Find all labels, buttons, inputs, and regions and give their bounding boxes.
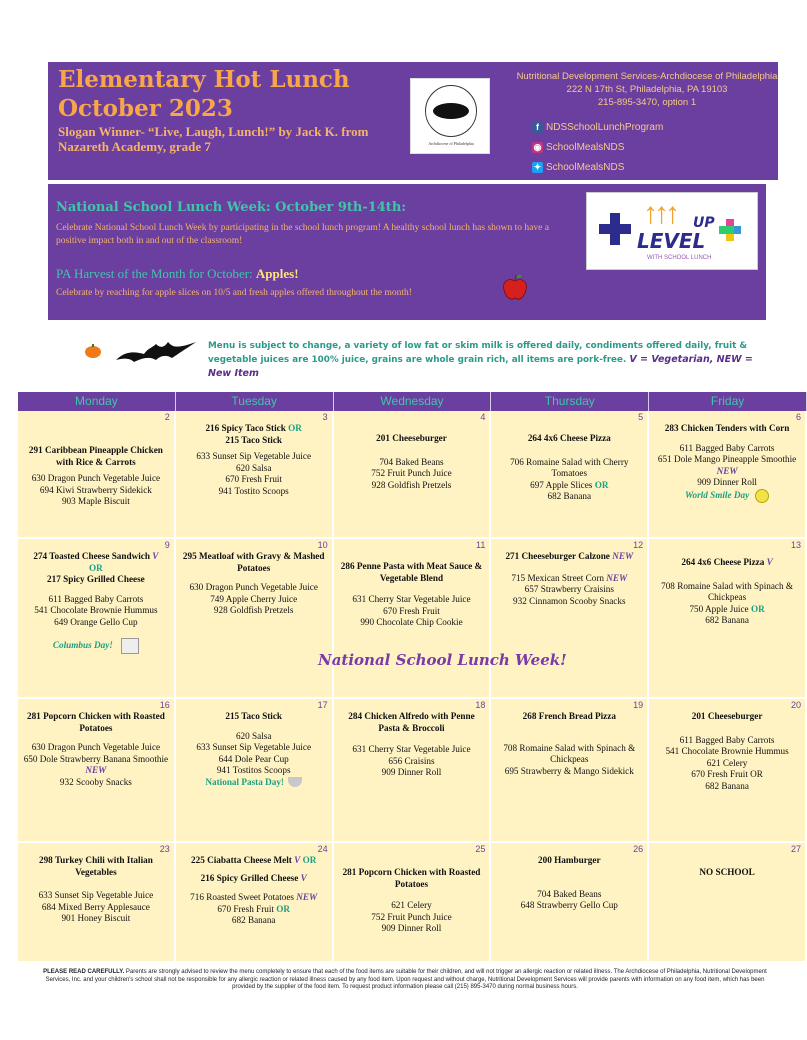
entree: 264 4x6 Cheese Pizza (681, 557, 765, 567)
side-item: 648 Strawberry Gello Cup (520, 900, 618, 910)
day-number: 11 (476, 540, 486, 550)
side-item: 620 Salsa (235, 462, 272, 473)
or-label: OR (288, 423, 302, 433)
side-item: 704 Baked Beans (537, 888, 602, 899)
entree-alt: 217 Spicy Grilled Cheese (47, 574, 145, 584)
vegetarian-label: V (766, 557, 773, 567)
columbus-icon (121, 638, 139, 654)
vegetarian-label: V (152, 551, 159, 561)
entree: 201 Cheeseburger (376, 433, 447, 443)
side-item: 631 Cherry Star Vegetable Juice (352, 594, 471, 604)
day-header-monday: Monday (18, 392, 176, 411)
week-row (18, 411, 807, 539)
day-cell (176, 843, 334, 963)
day-number: 25 (475, 844, 486, 854)
day-number: 12 (633, 540, 644, 550)
entree: 281 Popcorn Chicken with Roasted Potatoes (26, 711, 165, 733)
side-item: 903 Maple Biscuit (61, 496, 130, 506)
day-cell (649, 699, 807, 843)
or-label: OR (302, 855, 317, 865)
or-label: OR (594, 479, 609, 490)
day-cell (491, 539, 649, 699)
day-cell (334, 411, 492, 539)
vegetarian-label: V (294, 855, 301, 865)
day-cell (18, 843, 176, 963)
new-label: NEW (85, 765, 107, 775)
day-cell (334, 843, 492, 963)
side-item: 684 Mixed Berry Applesauce (41, 901, 150, 912)
day-cell (18, 411, 176, 539)
org-phone: 215-895-3470, option 1 (597, 97, 697, 108)
side-item: 697 Apple Slices (530, 479, 593, 490)
side-item: 694 Kiwi Strawberry Sidekick (39, 484, 152, 495)
page-title: Elementary Hot Lunch (58, 66, 350, 93)
side-item: 708 Romaine Salad with Spinach & Chickpeas (503, 742, 636, 764)
day-number: 10 (317, 540, 328, 550)
entree: 283 Chicken Tenders with Corn (664, 423, 790, 433)
nslw-title: National School Lunch Week: October 9th-14th: (56, 200, 407, 215)
entree: 216 Spicy Taco Stick (205, 423, 286, 433)
new-label: NEW (612, 551, 634, 561)
side-item: 715 Mexican Street Corn (511, 572, 604, 583)
side-item: 631 Cherry Star Vegetable Juice (352, 744, 471, 754)
side-item: 670 Fresh Fruit (217, 903, 274, 914)
new-label: NEW (716, 465, 738, 476)
side-item: 682 Banana (705, 615, 749, 625)
side-item: 630 Dragon Punch Vegetable Juice (31, 473, 161, 483)
side-item: 541 Chocolate Brownie Hummus (665, 746, 789, 756)
organization-info (516, 70, 778, 109)
level-up-word: LEVEL (637, 229, 706, 253)
side-item: 620 Salsa (235, 730, 272, 741)
header-banner (48, 62, 778, 180)
side-item: 670 Fresh Fruit (383, 605, 440, 616)
weekday-header (18, 392, 807, 411)
side-item: 941 Tostitos Scoops (216, 765, 291, 775)
side-item: 750 Apple Juice (689, 603, 749, 614)
entree: 281 Popcorn Chicken with Roasted Potatoes (342, 867, 481, 889)
entree: 274 Toasted Cheese Sandwich (33, 551, 150, 561)
day-number: 13 (790, 540, 801, 550)
day-cell (491, 699, 649, 843)
side-item: 670 Fresh Fruit (225, 474, 283, 484)
day-header-tuesday: Tuesday (176, 392, 334, 411)
side-item: 941 Tostito Scoops (218, 485, 289, 496)
harvest-heading: PA Harvest of the Month for October: Apples! (56, 266, 299, 281)
entree: 268 French Bread Pizza (522, 711, 616, 721)
day-header-thursday: Thursday (491, 392, 649, 411)
facebook-icon: f (532, 122, 543, 133)
side-item: 932 Cinnamon Scooby Snacks (513, 595, 626, 606)
disclaimer-text: Parents are strongly advised to review the menu completely to ensure that each of the food items are suitable for their children, and will not trigger an allergic reaction or related illness. The Archdiocese of Philadelphia, Nutritional Development Services, Inc. and your children's school shall not be responsible for any allergic reaction or related illness caused by any food item. Upon request and without charge, Nutritional Development Services will provide parents with information on any food item, which has been provided by the supplier of the food item. To request product information please call (215) 895-3470 during normal business hours. (45, 969, 767, 991)
entree: 225 Ciabatta Cheese Melt (191, 855, 292, 865)
side-item: 932 Scooby Snacks (59, 776, 132, 787)
side-item: 651 Dole Mango Pineapple Smoothie (657, 454, 797, 464)
side-item: 990 Chocolate Chip Cookie (360, 617, 463, 627)
day-number: 24 (317, 844, 328, 854)
day-number: 23 (159, 844, 170, 854)
side-item: 633 Sunset Sip Vegetable Juice (196, 742, 312, 752)
calendar (18, 392, 807, 963)
day-number: 3 (322, 412, 328, 422)
day-number: 17 (317, 700, 328, 710)
side-item: 909 Dinner Roll (381, 767, 442, 777)
level-up-sub: WITH SCHOOL LUNCH (647, 255, 712, 261)
day-cell (176, 699, 334, 843)
day-cell (649, 843, 807, 963)
week-row (18, 539, 807, 699)
world-smile-day: World Smile Day (685, 489, 750, 500)
or-label: OR (276, 903, 291, 914)
entree: 215 Taco Stick (225, 711, 283, 721)
day-cell (176, 411, 334, 539)
side-item: 749 Apple Cherry Juice (210, 593, 298, 604)
columbus-day: Columbus Day! (52, 640, 113, 651)
entree: 295 Meatloaf with Gravy & Mashed Potatoes (182, 551, 325, 573)
or-label: OR (89, 562, 103, 573)
side-item: 752 Fruit Punch Juice (371, 911, 452, 922)
side-item: 752 Fruit Punch Juice (371, 468, 452, 478)
side-item: 656 Craisins (388, 755, 435, 766)
day-number: 5 (638, 412, 644, 422)
twitter-link[interactable]: ✦ SchoolMealsNDS (533, 162, 625, 173)
announcement-banner (48, 184, 766, 320)
side-item: 670 Fresh Fruit OR (691, 769, 763, 779)
side-item: 928 Goldfish Pretzels (213, 605, 294, 615)
entree-alt: 215 Taco Stick (225, 434, 283, 445)
entree: 201 Cheeseburger (691, 711, 763, 721)
new-label: NEW (606, 572, 628, 583)
day-number: 4 (480, 412, 486, 422)
day-cell (491, 843, 649, 963)
level-up-logo (586, 192, 758, 270)
side-item: 909 Dinner Roll (697, 477, 757, 487)
instagram-icon: ◉ (533, 142, 542, 152)
side-item: 716 Roasted Sweet Potatoes (190, 892, 294, 902)
side-item: 621 Celery (706, 757, 748, 768)
harvest-description: Celebrate by reaching for apple slices on 10/5 and fresh apples offered throughout the month! (56, 288, 412, 298)
entree: 291 Caribbean Pineapple Chicken with Rice & Carrots (28, 445, 163, 467)
org-name: Nutritional Development Services-Archdiocese of Philadelphia (516, 71, 778, 82)
menu-note: Menu is subject to change, a variety of low fat or skim milk is offered daily, condiments offered daily, fruit & vegetable juices are 100% juice, grains are whole grain rich, all items are pork-free. V = Vegetarian, NEW = New Item (208, 341, 753, 379)
day-cell (18, 699, 176, 843)
side-item: 611 Bagged Baby Carrots (48, 593, 144, 604)
day-cell (334, 699, 492, 843)
day-number: 20 (790, 700, 801, 710)
slogan-text: Slogan Winner- “Live, Laugh, Lunch!” by Jack K. from Nazareth Academy, grade 7 (58, 124, 369, 154)
side-item: 644 Dole Pear Cup (218, 753, 289, 764)
disclaimer-lead: PLEASE READ CAREFULLY. (43, 969, 125, 975)
page-subtitle-month: October 2023 (58, 95, 233, 122)
entree: 298 Turkey Chili with Italian Vegetables (38, 855, 153, 877)
up-arrows-icon: ↑↑↑ (643, 197, 676, 230)
week-row (18, 699, 807, 843)
entree: 264 4x6 Cheese Pizza (527, 433, 611, 443)
day-cell (649, 539, 807, 699)
level-up-up: UP (693, 215, 715, 231)
entree: 271 Cheeseburger Calzone (505, 551, 610, 561)
side-item: 649 Orange Gello Cup (54, 616, 138, 627)
side-item: 611 Bagged Baby Carrots (679, 442, 775, 453)
side-item: 695 Strawberry & Mango Sidekick (504, 765, 634, 776)
entree: 200 Hamburger (538, 855, 601, 865)
side-item: 901 Honey Biscuit (61, 913, 131, 923)
day-number: 18 (475, 700, 486, 710)
day-cell (649, 411, 807, 539)
side-item: 682 Banana (231, 915, 276, 925)
day-number: 6 (795, 412, 801, 422)
day-number: 9 (164, 540, 170, 550)
day-header-wednesday: Wednesday (334, 392, 492, 411)
no-school-label: NO SCHOOL (699, 867, 755, 877)
new-label: NEW (296, 892, 318, 902)
side-item: 633 Sunset Sip Vegetable Juice (38, 890, 154, 900)
side-item: 650 Dole Strawberry Banana Smoothie (23, 753, 169, 764)
smiley-face-icon (755, 489, 769, 503)
instagram-link[interactable]: ◉ SchoolMealsNDS (533, 142, 625, 153)
org-address: 222 N 17th St, Philadelphia, PA 19103 (566, 84, 728, 95)
pumpkin-icon (84, 344, 102, 358)
side-item: 611 Bagged Baby Carrots (679, 734, 775, 745)
national-pasta-day: National Pasta Day! (205, 776, 284, 787)
vegetarian-label: V (300, 872, 307, 883)
day-cell (176, 539, 334, 699)
apple-icon (500, 272, 530, 302)
game-plus-icon (719, 219, 741, 241)
side-item: 541 Chocolate Brownie Hummus (34, 605, 158, 615)
day-cell (334, 539, 492, 699)
side-item: 633 Sunset Sip Vegetable Juice (196, 451, 312, 461)
side-item: 928 Goldfish Pretzels (371, 479, 452, 490)
side-item: 704 Baked Beans (379, 456, 444, 467)
side-item: 657 Strawberry Craisins (524, 584, 614, 594)
legend-text: V = Vegetarian, NEW = New Item (208, 354, 753, 379)
or-label: OR (750, 603, 765, 614)
facebook-link[interactable]: f NDSSchoolLunchProgram (532, 122, 663, 133)
side-item: 706 Romaine Salad with Cherry Tomatoes (510, 456, 629, 478)
side-item: 682 Banana (547, 491, 592, 501)
week-row (18, 843, 807, 963)
pasta-bowl-icon (288, 777, 302, 787)
day-number: 19 (633, 700, 644, 710)
day-number: 16 (159, 700, 170, 710)
day-number: 2 (164, 412, 170, 422)
day-number: 27 (790, 844, 801, 854)
bat-icon (116, 340, 196, 362)
plus-icon (599, 213, 631, 245)
disclaimer (40, 969, 770, 992)
entree-alt: 216 Spicy Grilled Cheese (200, 872, 299, 883)
nds-logo-icon: Archdiocese of Philadelphia (410, 78, 490, 154)
side-item: 630 Dragon Punch Vegetable Juice (31, 742, 161, 752)
day-header-friday: Friday (649, 392, 807, 411)
entree: 284 Chicken Alfredo with Penne Pasta & Broccoli (348, 711, 475, 733)
day-cell (491, 411, 649, 539)
day-number: 26 (633, 844, 644, 854)
side-item: 621 Celery (391, 900, 432, 910)
nslw-description: Celebrate National School Lunch Week by participating in the school lunch program! A healthy school lunch has shown to have a positive impact both in and out of the classroom! (56, 223, 549, 246)
side-item: 708 Romaine Salad with Spinach & Chickpeas (661, 580, 794, 602)
harvest-item: Apples! (255, 266, 299, 281)
day-cell (18, 539, 176, 699)
nslw-banner: National School Lunch Week! (318, 651, 567, 669)
entree: 286 Penne Pasta with Meat Sauce & Vegetable Blend (340, 561, 483, 583)
side-item: 682 Banana (705, 780, 749, 791)
side-item: 909 Dinner Roll (381, 923, 442, 933)
twitter-icon: ✦ (533, 162, 542, 172)
side-item: 630 Dragon Punch Vegetable Juice (189, 582, 318, 592)
